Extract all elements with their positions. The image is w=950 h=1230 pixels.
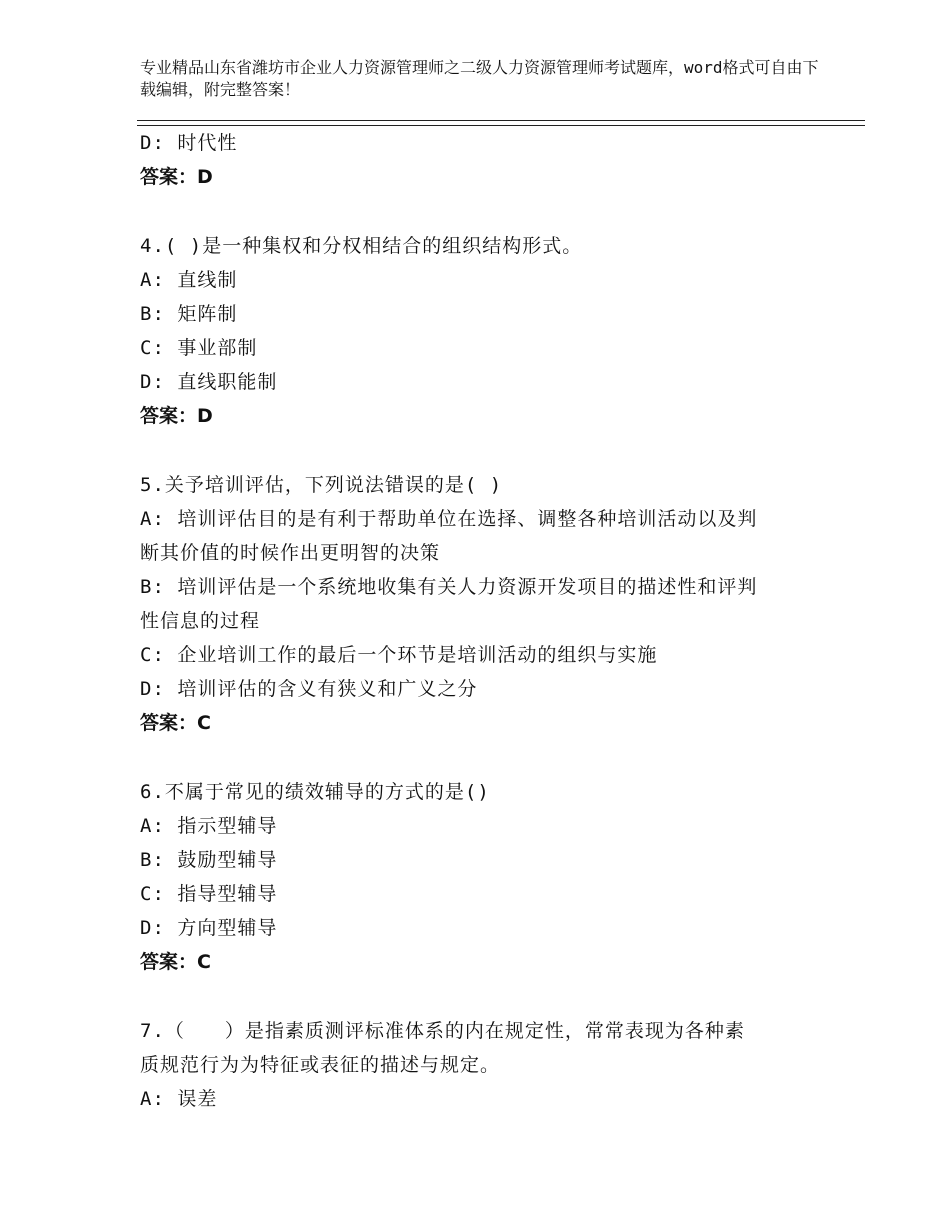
spacer xyxy=(140,979,820,1014)
spacer xyxy=(140,740,820,775)
q6-option-b: B: 鼓励型辅导 xyxy=(140,849,278,871)
q5-option-d: D: 培训评估的含义有狭义和广义之分 xyxy=(140,678,478,700)
q4-answer: 答案：D xyxy=(140,405,213,427)
q5-option-a-line2: 断其价值的时候作出更明智的决策 xyxy=(140,542,441,564)
spacer xyxy=(140,433,820,468)
q3-answer: 答案：D xyxy=(140,166,213,188)
q4-option-a: A: 直线制 xyxy=(140,269,238,291)
q5-option-b-line2: 性信息的过程 xyxy=(140,610,261,632)
q7-stem-line1: 7.（ ）是指素质测评标准体系的内在规定性，常常表现为各种素 xyxy=(140,1020,745,1042)
q5-stem: 5.关予培训评估，下列说法错误的是( ) xyxy=(140,474,503,496)
q4-option-c: C: 事业部制 xyxy=(140,337,258,359)
q5-answer: 答案：C xyxy=(140,712,211,734)
q4-option-b: B: 矩阵制 xyxy=(140,303,238,325)
q7-stem-line2: 质规范行为为特征或表征的描述与规定。 xyxy=(140,1054,501,1076)
document-header: 专业精品山东省潍坊市企业人力资源管理师之二级人力资源管理师考试题库，word格式可自由下载编辑，附完整答案！ xyxy=(140,58,819,99)
q6-stem: 6.不属于常见的绩效辅导的方式的是() xyxy=(140,781,490,803)
q5-option-c: C: 企业培训工作的最后一个环节是培训活动的组织与实施 xyxy=(140,644,658,666)
q6-option-d: D: 方向型辅导 xyxy=(140,917,278,939)
q4-stem: 4.( )是一种集权和分权相结合的组织结构形式。 xyxy=(140,235,583,257)
q7-option-a: A: 误差 xyxy=(140,1088,218,1110)
q6-option-a: A: 指示型辅导 xyxy=(140,815,278,837)
spacer xyxy=(140,194,820,229)
q6-answer: 答案：C xyxy=(140,951,211,973)
q5-option-b-line1: B: 培训评估是一个系统地收集有关人力资源开发项目的描述性和评判 xyxy=(140,576,758,598)
question-content xyxy=(140,126,820,1116)
q4-option-d: D: 直线职能制 xyxy=(140,371,278,393)
q5-option-a-line1: A: 培训评估目的是有利于帮助单位在选择、调整各种培训活动以及判 xyxy=(140,508,758,530)
q6-option-c: C: 指导型辅导 xyxy=(140,883,278,905)
q3-option-d: D: 时代性 xyxy=(140,132,238,154)
